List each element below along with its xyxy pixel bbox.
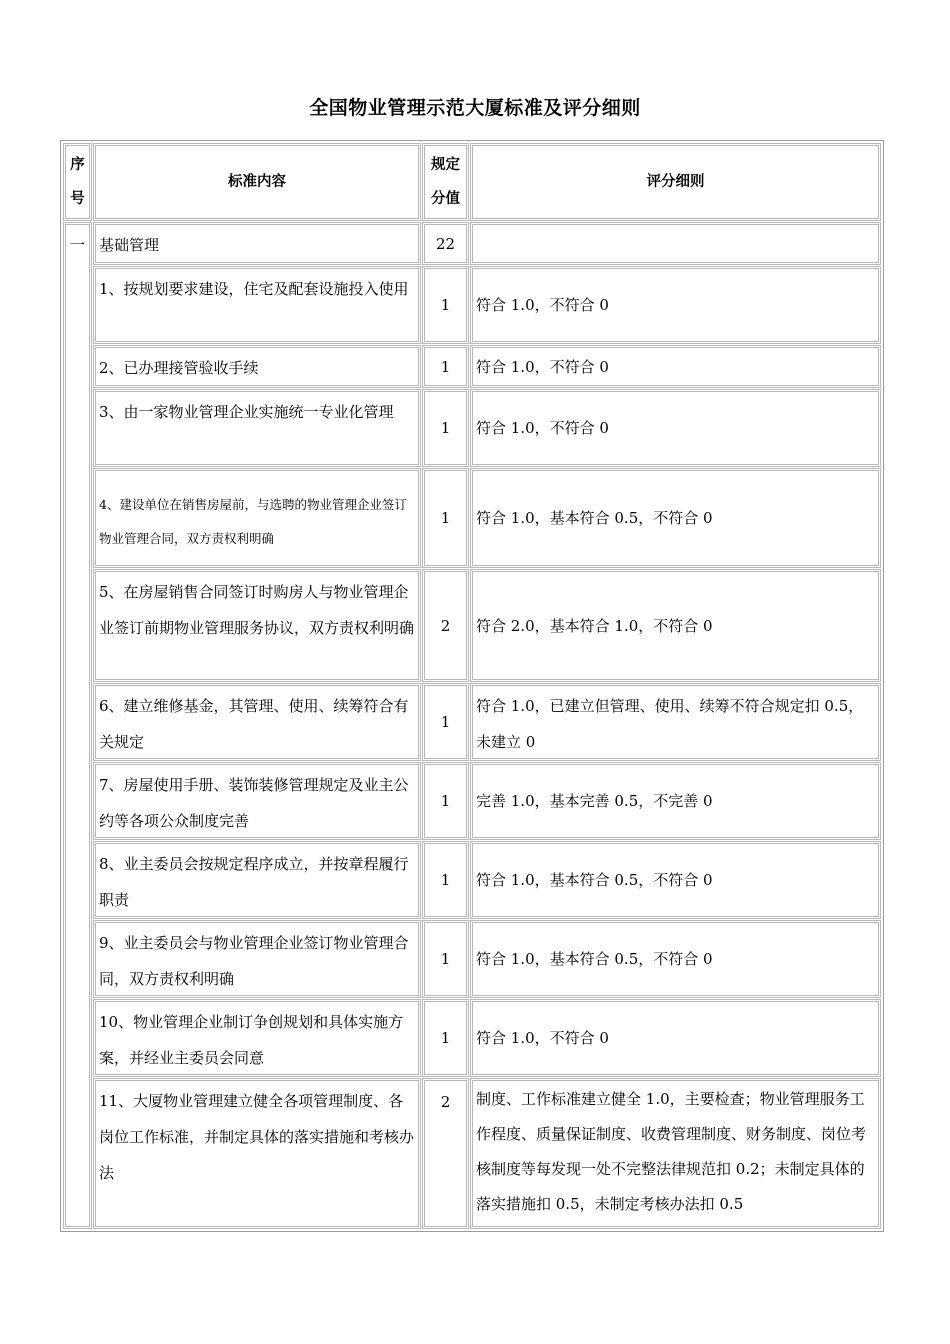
section-name [93,222,421,265]
row-score-value: 1 [440,296,451,314]
table-row-score [422,266,469,344]
row-score-value: 1 [440,871,451,889]
header-detail-label: 评分细则 [646,174,705,190]
header-score-line1: 规定 [431,157,460,173]
row-score-value: 2 [440,1093,451,1111]
header-content [93,143,421,221]
row-score-value: 1 [440,950,451,968]
table-row-content [93,569,421,682]
row-detail-text: 符合 1.0，基本符合 0.5，不符合 0 [476,950,713,968]
section-name-label: 基础管理 [99,236,160,254]
row-content-text: 7、房屋使用手册、装饰装修管理规定及业主公约等各项公众制度完善 [99,776,409,830]
row-score-value: 1 [440,1029,451,1047]
table-row-score [422,345,469,388]
section-score-value: 22 [435,234,456,253]
table-row-score [422,569,469,682]
row-score-value: 1 [440,357,451,376]
table-row-content [93,1078,421,1229]
table-row-content [93,266,421,344]
section-score [422,222,469,265]
row-content-text: 1、按规划要求建设，住宅及配套设施投入使用 [99,280,409,298]
table-row-score [422,762,469,840]
table-row-score [422,841,469,919]
row-content-text: 4、建设单位在销售房屋前，与选聘的物业管理企业签订物业管理合同，双方责权利明确 [99,497,407,546]
row-detail-text: 符合 1.0，已建立但管理、使用、续筹不符合规定扣 0.5，未建立 0 [476,697,864,751]
header-seq-line2: 号 [70,191,85,207]
table-row-detail [470,841,881,919]
header-content-label: 标准内容 [228,174,286,190]
table-row-score [422,999,469,1077]
row-detail-text: 符合 1.0，基本符合 0.5，不符合 0 [476,509,713,527]
table-row-score [422,1078,469,1229]
row-detail-text: 符合 1.0，不符合 0 [476,357,609,376]
table-row-detail [470,389,881,467]
table-row-content [93,345,421,388]
row-score-value: 1 [440,509,451,527]
table-row-content [93,762,421,840]
row-detail-text: 制度、工作标准建立健全 1.0，主要检查；物业管理服务工作程度、质量保证制度、收费管理制度、财务制度、岗位考核制度等每发现一处不完整法律规范扣 0.2；未制定具体的落实措施扣 0.5，未制定考核办法扣 0.5 [476,1090,867,1213]
page-title: 全国物业管理示范大厦标准及评分细则 [309,97,641,119]
row-detail-text: 符合 1.0，基本符合 0.5，不符合 0 [476,871,713,889]
row-detail-text: 符合 1.0，不符合 0 [476,1029,609,1047]
row-score-value: 1 [440,713,451,731]
header-detail [470,143,881,221]
row-content-text: 5、在房屋销售合同签订时购房人与物业管理企业签订前期物业管理服务协议，双方责权利明确 [99,583,415,637]
row-content-text: 10、物业管理企业制订争创规划和具体实施方案，并经业主委员会同意 [99,1013,404,1067]
table-row-content [93,683,421,761]
header-score-line2: 分值 [431,191,460,207]
table-row-detail [470,345,881,388]
row-score-value: 2 [440,616,451,635]
row-score-value: 1 [440,419,451,437]
table-row-content [93,841,421,919]
table-row-content [93,468,421,568]
row-content-text: 3、由一家物业管理企业实施统一专业化管理 [99,403,394,421]
row-detail-text: 符合 1.0，不符合 0 [476,419,609,437]
table-row-score [422,468,469,568]
header-seq [63,143,92,221]
row-detail-text: 符合 1.0，不符合 0 [476,296,609,314]
table-row-detail [470,920,881,998]
row-content-text: 8、业主委员会按规定程序成立，并按章程履行职责 [99,855,409,909]
table-row-detail [470,1078,881,1229]
table-row-score [422,920,469,998]
section-detail [470,222,881,265]
row-score-value: 1 [440,792,451,810]
table-row-detail [470,683,881,761]
header-seq-line1: 序 [70,157,85,173]
row-detail-text: 符合 2.0，基本符合 1.0，不符合 0 [476,616,713,635]
row-content-text: 6、建立维修基金，其管理、使用、续筹符合有关规定 [99,697,409,751]
table-row-detail [470,468,881,568]
table-row-score [422,389,469,467]
section-seq [63,222,92,1229]
table-row-content [93,920,421,998]
section-seq-label: 一 [69,236,85,254]
row-content-text: 2、已办理接管验收手续 [99,359,259,377]
header-score [422,143,469,221]
table-row-detail [470,266,881,344]
table-row-score [422,683,469,761]
row-content-text: 9、业主委员会与物业管理企业签订物业管理合同，双方责权利明确 [99,934,409,988]
table-row-detail [470,999,881,1077]
table-row-content [93,999,421,1077]
row-detail-text: 完善 1.0，基本完善 0.5，不完善 0 [476,792,713,810]
row-content-text: 11、大厦物业管理建立健全各项管理制度、各岗位工作标准，并制定具体的落实措施和考核办法 [99,1092,415,1182]
table-row-content [93,389,421,467]
table-row-detail [470,569,881,682]
table-row-detail [470,762,881,840]
